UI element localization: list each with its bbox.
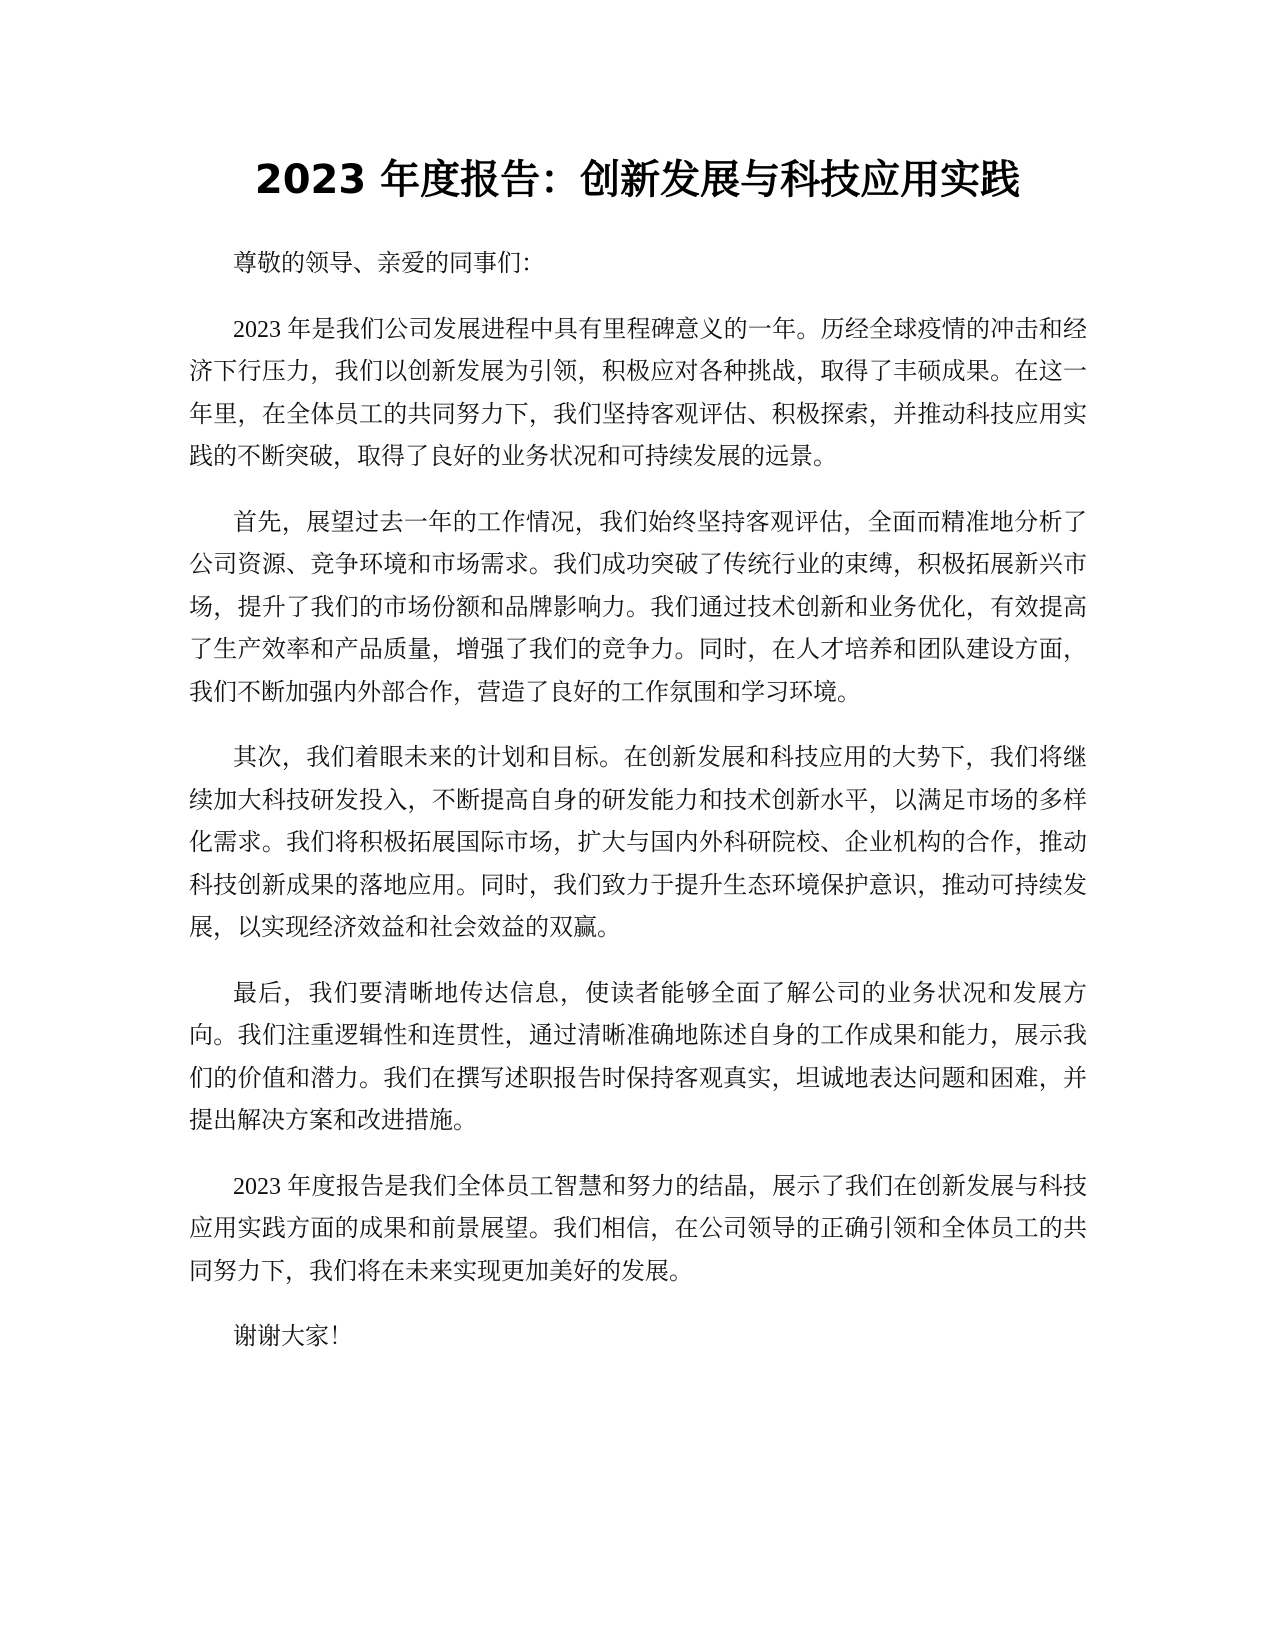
- document-title: 2023 年度报告：创新发展与科技应用实践: [254, 157, 1021, 203]
- document-body: [189, 243, 1087, 1382]
- paragraph-5: 2023 年度报告是我们全体员工智慧和努力的结晶，展示了我们在创新发展与科技应用实践方面的成果和前景展望。我们相信，在公司领导的正确引领和全体员工的共同努力下，我们将在未来实现更加美好的发展。: [189, 1173, 1087, 1285]
- paragraph-3: 其次，我们着眼未来的计划和目标。在创新发展和科技应用的大势下，我们将继续加大科技研发投入，不断提高自身的研发能力和技术创新水平，以满足市场的多样化需求。我们将积极拓展国际市场，扩大与国内外科研院校、企业机构的合作，推动科技创新成果的落地应用。同时，我们致力于提升生态环境保护意识，推动可持续发展，以实现经济效益和社会效益的双赢。: [189, 745, 1087, 941]
- paragraph-4: 最后，我们要清晰地传达信息，使读者能够全面了解公司的业务状况和发展方向。我们注重逻辑性和连贯性，通过清晰准确地陈述自身的工作成果和能力，展示我们的价值和潜力。我们在撰写述职报告时保持客观真实，坦诚地表达问题和困难，并提出解决方案和改进措施。: [189, 980, 1087, 1134]
- paragraph-2: 首先，展望过去一年的工作情况，我们始终坚持客观评估，全面而精准地分析了公司资源、竞争环境和市场需求。我们成功突破了传统行业的束缚，积极拓展新兴市场，提升了我们的市场份额和品牌影响力。我们通过技术创新和业务优化，有效提高了生产效率和产品质量，增强了我们的竞争力。同时，在人才培养和团队建设方面，我们不断加强内外部合作，营造了良好的工作氛围和学习环境。: [189, 509, 1087, 706]
- closing: 谢谢大家！: [233, 1324, 353, 1350]
- paragraph-1: 2023 年是我们公司发展进程中具有里程碑意义的一年。历经全球疫情的冲击和经济下行压力，我们以创新发展为引领，积极应对各种挑战，取得了丰硕成果。在这一年里，在全体员工的共同努力下，我们坚持客观评估、积极探索，并推动科技应用实践的不断突破，取得了良好的业务状况和可持续发展的远景。: [189, 316, 1087, 470]
- salutation: 尊敬的领导、亲爱的同事们：: [233, 251, 545, 277]
